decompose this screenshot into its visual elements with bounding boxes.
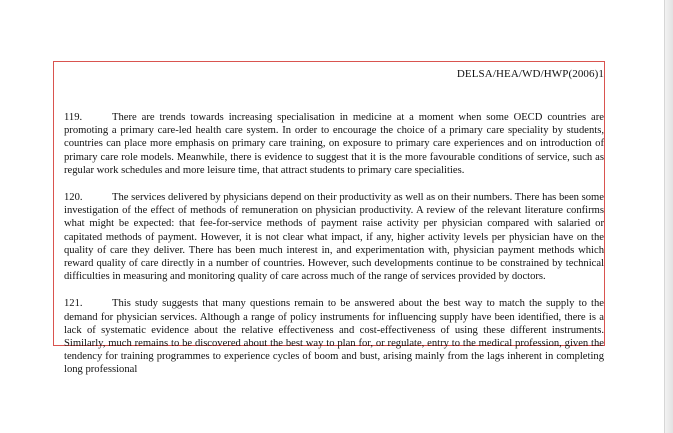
paragraph-120 <box>64 191 604 283</box>
paragraph-number: 119. <box>64 112 83 123</box>
document-page <box>64 64 604 377</box>
document-reference: DELSA/HEA/WD/HWP(2006)1 <box>456 68 604 80</box>
vertical-scrollbar[interactable] <box>664 0 673 433</box>
paragraph-text: There are trends towards increasing specialisation in medicine at a moment when some OECD countries are promoting a primary care-led health care system. In order to encourage the choice of a primary care speciality by students, countries can place more emphasis on primary care training, on exposure to primary care experiences and on introduction of primary care role models. Meanwhile, there is evidence to suggest that it is the more favourable conditions of service, such as regular work schedules and more leisure time, that attract students to primary care specialities. <box>64 112 604 176</box>
paragraph-119 <box>64 111 604 177</box>
paragraph-121 <box>64 297 604 376</box>
paragraph-text: The services delivered by physicians depend on their productivity as well as on their numbers. There has been some investigation of the effect of methods of remuneration on physician productivity. A review of the relevant literature confirms what might be expected: that fee-for-service methods of payment raise activity per physician compared with salaried or capitated methods of payment. However, it is not clear what impact, if any, higher activity levels per physician have on the quality of care they deliver. There has been much interest in, and experimentation with, physician payment methods which reward quality of care directly in a number of countries. However, such developments continue to be constrained by technical difficulties in measuring and monitoring quality of care across much of the range of services provided by doctors. <box>64 192 604 283</box>
paragraph-text: This study suggests that many questions remain to be answered about the best way to match the supply to the demand for physician services. Although a range of policy instruments for influencing supply have been identified, there is a lack of systematic evidence about the relative effectiveness and cost-effectiveness of using these different instruments. Similarly, much remains to be discovered about the best way to plan for, or regulate, entry to the medical profession, given the tendency for training programmes to experience cycles of boom and bust, arising mainly from the lags inherent in completing long professional <box>64 298 604 376</box>
paragraph-number: 120. <box>64 192 83 204</box>
paragraph-number: 121. <box>64 298 83 310</box>
